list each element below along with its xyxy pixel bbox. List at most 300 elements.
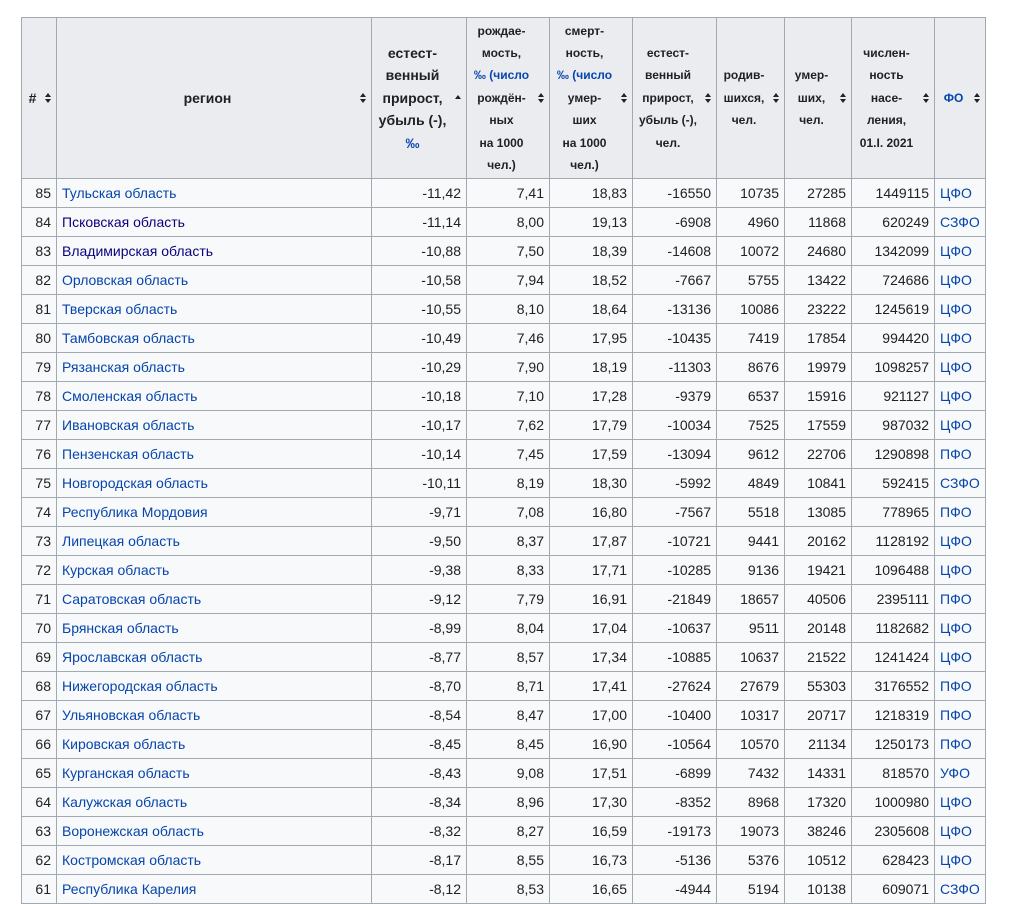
region-link[interactable]: Кировская область [62, 736, 186, 752]
header-line: чел.) [570, 158, 599, 173]
birth-rate-cell: 7,90 [467, 353, 550, 382]
fd-cell[interactable] [935, 440, 986, 469]
rank-cell: 67 [22, 701, 57, 730]
born-cell: 10735 [717, 179, 785, 208]
sort-asc-icon[interactable] [453, 95, 462, 101]
fd-link[interactable]: ПФО [940, 736, 972, 752]
natural-abs-cell: -7567 [633, 498, 717, 527]
born-cell: 10637 [717, 643, 785, 672]
died-cell: 20162 [785, 527, 852, 556]
fd-link[interactable]: ЦФО [940, 620, 972, 636]
region-cell[interactable] [57, 614, 372, 643]
population-cell: 2305608 [852, 817, 935, 846]
region-cell[interactable] [57, 498, 372, 527]
natural-abs-cell: -10637 [633, 614, 717, 643]
rank-cell: 73 [22, 527, 57, 556]
col-header-natural-rate[interactable] [372, 18, 467, 179]
demographics-table [21, 17, 986, 904]
region-cell[interactable] [57, 353, 372, 382]
natural-rate-cell: -9,12 [372, 585, 467, 614]
fd-link[interactable]: СЗФО [940, 475, 980, 491]
table-row [22, 382, 986, 411]
fd-cell[interactable] [935, 701, 986, 730]
born-cell: 4960 [717, 208, 785, 237]
population-cell: 1096488 [852, 556, 935, 585]
sort-icon[interactable] [921, 93, 930, 103]
born-cell: 7432 [717, 759, 785, 788]
region-cell[interactable] [57, 556, 372, 585]
table-row [22, 585, 986, 614]
fd-cell[interactable] [935, 556, 986, 585]
death-rate-cell: 16,73 [550, 846, 633, 875]
died-cell: 38246 [785, 817, 852, 846]
natural-abs-cell: -16550 [633, 179, 717, 208]
region-link[interactable]: Курская область [62, 562, 170, 578]
population-cell: 2395111 [852, 585, 935, 614]
natural-abs-cell: -6899 [633, 759, 717, 788]
rank-cell: 74 [22, 498, 57, 527]
death-rate-cell: 18,39 [550, 237, 633, 266]
born-cell: 10570 [717, 730, 785, 759]
birth-rate-cell: 7,45 [467, 440, 550, 469]
fd-link[interactable]: ЦФО [940, 359, 972, 375]
died-cell: 55303 [785, 672, 852, 701]
fd-link[interactable]: ЦФО [940, 562, 972, 578]
header-line: убыль (-), [378, 112, 447, 129]
natural-rate-cell: -10,14 [372, 440, 467, 469]
header-line: рождён- [477, 90, 526, 105]
header-line: естест- [646, 45, 690, 60]
region-cell[interactable] [57, 527, 372, 556]
born-cell: 5376 [717, 846, 785, 875]
table-row [22, 353, 986, 382]
fd-cell[interactable] [935, 846, 986, 875]
sort-icon[interactable] [703, 93, 712, 103]
region-cell[interactable] [57, 730, 372, 759]
died-cell: 17559 [785, 411, 852, 440]
fd-link[interactable]: СЗФО [940, 214, 980, 230]
population-cell: 1182682 [852, 614, 935, 643]
header-line: ления, [866, 113, 907, 128]
birth-rate-cell: 8,55 [467, 846, 550, 875]
region-link[interactable]: Брянская область [62, 620, 179, 636]
table-row [22, 788, 986, 817]
population-cell: 1128192 [852, 527, 935, 556]
natural-abs-cell: -10885 [633, 643, 717, 672]
birth-rate-cell: 8,47 [467, 701, 550, 730]
population-cell: 1218319 [852, 701, 935, 730]
death-rate-cell: 17,79 [550, 411, 633, 440]
header-line: ность [869, 68, 904, 83]
birth-rate-cell: 8,71 [467, 672, 550, 701]
region-cell[interactable] [57, 643, 372, 672]
fd-link[interactable]: ЦФО [940, 301, 972, 317]
population-cell: 3176552 [852, 672, 935, 701]
header-line: насе- [870, 90, 903, 105]
died-cell: 17854 [785, 324, 852, 353]
born-cell: 27679 [717, 672, 785, 701]
fd-cell[interactable] [935, 411, 986, 440]
natural-rate-cell: -8,12 [372, 875, 467, 904]
header-line: смерт- [564, 23, 605, 38]
header-line: шихся, [723, 90, 765, 105]
region-cell[interactable] [57, 324, 372, 353]
fd-link[interactable]: ЦФО [940, 417, 972, 433]
region-link[interactable]: Воронежская область [62, 823, 204, 839]
died-cell: 11868 [785, 208, 852, 237]
table-body [22, 179, 986, 904]
fd-link[interactable]: ПФО [940, 707, 972, 723]
region-cell[interactable] [57, 440, 372, 469]
rank-cell: 79 [22, 353, 57, 382]
fd-cell[interactable] [935, 875, 986, 904]
region-link[interactable]: Курганская область [62, 765, 190, 781]
header-line: ших [572, 113, 597, 128]
died-cell: 22706 [785, 440, 852, 469]
table-row [22, 817, 986, 846]
natural-rate-cell: -8,43 [372, 759, 467, 788]
region-cell[interactable] [57, 759, 372, 788]
region-cell[interactable] [57, 208, 372, 237]
fd-header-link[interactable]: ФО [943, 90, 964, 105]
birth-rate-cell: 8,10 [467, 295, 550, 324]
region-cell[interactable] [57, 788, 372, 817]
birth-rate-cell: 7,62 [467, 411, 550, 440]
natural-rate-cell: -10,88 [372, 237, 467, 266]
table-row [22, 527, 986, 556]
birth-rate-cell: 7,41 [467, 179, 550, 208]
table-container [21, 17, 986, 904]
rank-cell: 71 [22, 585, 57, 614]
sort-icon[interactable] [838, 93, 847, 103]
region-link[interactable]: Рязанская область [62, 359, 185, 375]
natural-abs-cell: -5992 [633, 469, 717, 498]
table-row [22, 875, 986, 904]
fd-link[interactable]: ЦФО [940, 823, 972, 839]
fd-cell[interactable] [935, 498, 986, 527]
died-cell: 14331 [785, 759, 852, 788]
natural-abs-cell: -11303 [633, 353, 717, 382]
header-line: прирост, [642, 90, 694, 105]
header-line: ‰ [405, 134, 420, 151]
born-cell: 8968 [717, 788, 785, 817]
population-cell: 994420 [852, 324, 935, 353]
natural-rate-cell: -10,18 [372, 382, 467, 411]
fd-link[interactable]: ПФО [940, 591, 972, 607]
region-cell[interactable] [57, 875, 372, 904]
table-row [22, 179, 986, 208]
population-cell: 628423 [852, 846, 935, 875]
death-rate-cell: 18,64 [550, 295, 633, 324]
died-cell: 15916 [785, 382, 852, 411]
natural-rate-cell: -11,42 [372, 179, 467, 208]
rank-cell: 83 [22, 237, 57, 266]
region-cell[interactable] [57, 846, 372, 875]
col-header-population[interactable] [852, 18, 935, 179]
region-link[interactable]: Калужская область [62, 794, 188, 810]
region-cell[interactable] [57, 179, 372, 208]
population-cell: 620249 [852, 208, 935, 237]
region-cell[interactable] [57, 266, 372, 295]
region-link[interactable]: Костромская область [62, 852, 202, 868]
birth-rate-cell: 7,08 [467, 498, 550, 527]
died-cell: 21134 [785, 730, 852, 759]
fd-cell[interactable] [935, 672, 986, 701]
death-rate-cell: 17,30 [550, 788, 633, 817]
sort-icon[interactable] [358, 93, 367, 103]
region-link[interactable]: Саратовская область [62, 591, 202, 607]
population-cell: 1250173 [852, 730, 935, 759]
sort-icon[interactable] [972, 93, 981, 103]
death-rate-cell: 18,30 [550, 469, 633, 498]
col-header-birth-rate[interactable] [467, 18, 550, 179]
rank-cell: 64 [22, 788, 57, 817]
header-line: ность, [565, 45, 604, 60]
population-cell: 921127 [852, 382, 935, 411]
header-line: мость, [481, 45, 522, 60]
fd-cell[interactable] [935, 295, 986, 324]
region-link[interactable]: Ивановская область [62, 417, 195, 433]
birth-rate-cell: 8,00 [467, 208, 550, 237]
death-rate-cell: 18,52 [550, 266, 633, 295]
fd-link[interactable]: СЗФО [940, 881, 980, 897]
population-cell: 987032 [852, 411, 935, 440]
fd-link[interactable]: ЦФО [940, 649, 972, 665]
born-cell: 10072 [717, 237, 785, 266]
header-line: естест- [387, 44, 438, 61]
table-row [22, 701, 986, 730]
region-cell[interactable] [57, 295, 372, 324]
region-link[interactable]: Республика Карелия [62, 881, 197, 897]
fd-cell[interactable] [935, 179, 986, 208]
rank-cell: 65 [22, 759, 57, 788]
fd-link[interactable]: ПФО [940, 446, 972, 462]
natural-rate-cell: -10,55 [372, 295, 467, 324]
fd-cell[interactable] [935, 643, 986, 672]
fd-cell[interactable] [935, 730, 986, 759]
fd-cell[interactable] [935, 324, 986, 353]
header-line: умер- [794, 68, 829, 83]
table-row [22, 730, 986, 759]
fd-cell[interactable] [935, 817, 986, 846]
rank-cell: 82 [22, 266, 57, 295]
natural-abs-cell: -19173 [633, 817, 717, 846]
fd-cell[interactable] [935, 208, 986, 237]
rank-cell: 72 [22, 556, 57, 585]
birth-rate-cell: 7,50 [467, 237, 550, 266]
region-link[interactable]: Псковская область [62, 214, 185, 230]
born-cell: 9136 [717, 556, 785, 585]
birth-rate-cell: 8,19 [467, 469, 550, 498]
death-rate-cell: 17,71 [550, 556, 633, 585]
fd-link[interactable]: ЦФО [940, 272, 972, 288]
died-cell: 10138 [785, 875, 852, 904]
population-cell: 818570 [852, 759, 935, 788]
header-line: числен- [863, 45, 910, 60]
birth-rate-cell: 8,33 [467, 556, 550, 585]
region-link[interactable]: Ульяновская область [62, 707, 201, 723]
fd-cell[interactable] [935, 788, 986, 817]
birth-rate-cell: 7,46 [467, 324, 550, 353]
rank-cell: 84 [22, 208, 57, 237]
rank-cell: 68 [22, 672, 57, 701]
rank-cell: 70 [22, 614, 57, 643]
sort-icon[interactable] [536, 93, 545, 103]
region-link[interactable]: Пензенская область [62, 446, 194, 462]
header-line: ных [489, 113, 514, 128]
sort-icon[interactable] [771, 93, 780, 103]
birth-rate-cell: 8,96 [467, 788, 550, 817]
death-rate-cell: 16,65 [550, 875, 633, 904]
death-rate-cell: 17,00 [550, 701, 633, 730]
region-cell[interactable] [57, 411, 372, 440]
natural-rate-cell: -9,38 [372, 556, 467, 585]
col-header-region[interactable]: регион [57, 18, 372, 179]
death-rate-cell: 17,59 [550, 440, 633, 469]
table-row [22, 556, 986, 585]
death-rate-cell: 17,41 [550, 672, 633, 701]
died-cell: 19421 [785, 556, 852, 585]
natural-rate-cell: -8,99 [372, 614, 467, 643]
region-cell[interactable] [57, 237, 372, 266]
fd-cell[interactable] [935, 585, 986, 614]
region-link[interactable]: Тульская область [62, 185, 177, 201]
region-cell[interactable] [57, 701, 372, 730]
col-header-rank[interactable]: # [22, 18, 57, 179]
region-link[interactable]: Тамбовская область [62, 330, 195, 346]
natural-abs-cell: -13136 [633, 295, 717, 324]
died-cell: 20717 [785, 701, 852, 730]
header-line: чел. [799, 113, 824, 128]
death-rate-cell: 16,91 [550, 585, 633, 614]
died-cell: 21522 [785, 643, 852, 672]
death-rate-cell: 19,13 [550, 208, 633, 237]
fd-link[interactable]: ПФО [940, 678, 972, 694]
rank-cell: 76 [22, 440, 57, 469]
fd-link[interactable]: ЦФО [940, 388, 972, 404]
died-cell: 40506 [785, 585, 852, 614]
death-rate-cell: 16,90 [550, 730, 633, 759]
died-cell: 13422 [785, 266, 852, 295]
fd-link[interactable]: ЦФО [940, 852, 972, 868]
natural-rate-cell: -10,17 [372, 411, 467, 440]
natural-abs-cell: -10721 [633, 527, 717, 556]
region-link[interactable]: Владимирская область [62, 243, 214, 259]
natural-abs-cell: -5136 [633, 846, 717, 875]
born-cell: 9511 [717, 614, 785, 643]
population-cell: 1098257 [852, 353, 935, 382]
death-rate-cell: 18,83 [550, 179, 633, 208]
rank-cell: 81 [22, 295, 57, 324]
fd-cell[interactable] [935, 353, 986, 382]
fd-link[interactable]: ПФО [940, 504, 972, 520]
born-cell: 9441 [717, 527, 785, 556]
region-cell[interactable] [57, 382, 372, 411]
born-cell: 5518 [717, 498, 785, 527]
header-line: чел.) [487, 158, 516, 173]
table-row [22, 411, 986, 440]
region-link[interactable]: Смоленская область [62, 388, 198, 404]
death-rate-cell: 18,19 [550, 353, 633, 382]
died-cell: 10841 [785, 469, 852, 498]
fd-cell[interactable] [935, 527, 986, 556]
region-link[interactable]: Ярославская область [62, 649, 203, 665]
rank-cell: 61 [22, 875, 57, 904]
natural-rate-cell: -8,32 [372, 817, 467, 846]
fd-cell[interactable] [935, 237, 986, 266]
population-cell: 1241424 [852, 643, 935, 672]
birth-rate-cell: 8,37 [467, 527, 550, 556]
rank-cell: 66 [22, 730, 57, 759]
birth-rate-cell: 8,57 [467, 643, 550, 672]
natural-abs-cell: -10285 [633, 556, 717, 585]
fd-link[interactable]: УФО [940, 765, 970, 781]
table-row [22, 672, 986, 701]
born-cell: 4849 [717, 469, 785, 498]
born-cell: 19073 [717, 817, 785, 846]
natural-abs-cell: -10034 [633, 411, 717, 440]
region-link[interactable]: Новгородская область [62, 475, 208, 491]
col-header-fd[interactable] [935, 18, 986, 179]
natural-rate-cell: -8,70 [372, 672, 467, 701]
header-line: умер- [567, 90, 602, 105]
region-cell[interactable] [57, 817, 372, 846]
region-cell[interactable] [57, 585, 372, 614]
col-header-natural-abs[interactable] [633, 18, 717, 179]
natural-abs-cell: -10400 [633, 701, 717, 730]
population-cell: 592415 [852, 469, 935, 498]
born-cell: 5755 [717, 266, 785, 295]
fd-link[interactable]: ЦФО [940, 185, 972, 201]
fd-cell[interactable] [935, 382, 986, 411]
fd-cell[interactable] [935, 266, 986, 295]
fd-cell[interactable] [935, 614, 986, 643]
region-cell[interactable] [57, 469, 372, 498]
header-line: ших, [797, 90, 826, 105]
region-link[interactable]: Нижегородская область [62, 678, 218, 694]
fd-link[interactable]: ЦФО [940, 243, 972, 259]
col-header-born[interactable] [717, 18, 785, 179]
col-header-died[interactable] [785, 18, 852, 179]
sort-icon[interactable] [43, 93, 52, 103]
header-line: рождае- [477, 23, 526, 38]
rank-cell: 85 [22, 179, 57, 208]
fd-link[interactable]: ЦФО [940, 330, 972, 346]
table-row [22, 324, 986, 353]
born-cell: 18657 [717, 585, 785, 614]
rank-cell: 62 [22, 846, 57, 875]
region-link[interactable]: Липецкая область [62, 533, 180, 549]
fd-cell[interactable] [935, 469, 986, 498]
header-line: чел. [655, 135, 681, 150]
region-link[interactable]: Тверская область [62, 301, 178, 317]
region-link[interactable]: Орловская область [62, 272, 189, 288]
header-line: на 1000 [479, 135, 524, 150]
table-row [22, 498, 986, 527]
natural-rate-cell: -10,11 [372, 469, 467, 498]
fd-link[interactable]: ЦФО [940, 794, 972, 810]
sort-icon[interactable] [619, 93, 628, 103]
fd-link[interactable]: ЦФО [940, 533, 972, 549]
header-line: венный [385, 67, 440, 84]
col-header-death-rate[interactable] [550, 18, 633, 179]
region-link[interactable]: Республика Мордовия [62, 504, 208, 520]
table-row [22, 208, 986, 237]
died-cell: 10512 [785, 846, 852, 875]
fd-cell[interactable] [935, 759, 986, 788]
natural-abs-cell: -9379 [633, 382, 717, 411]
region-cell[interactable] [57, 672, 372, 701]
